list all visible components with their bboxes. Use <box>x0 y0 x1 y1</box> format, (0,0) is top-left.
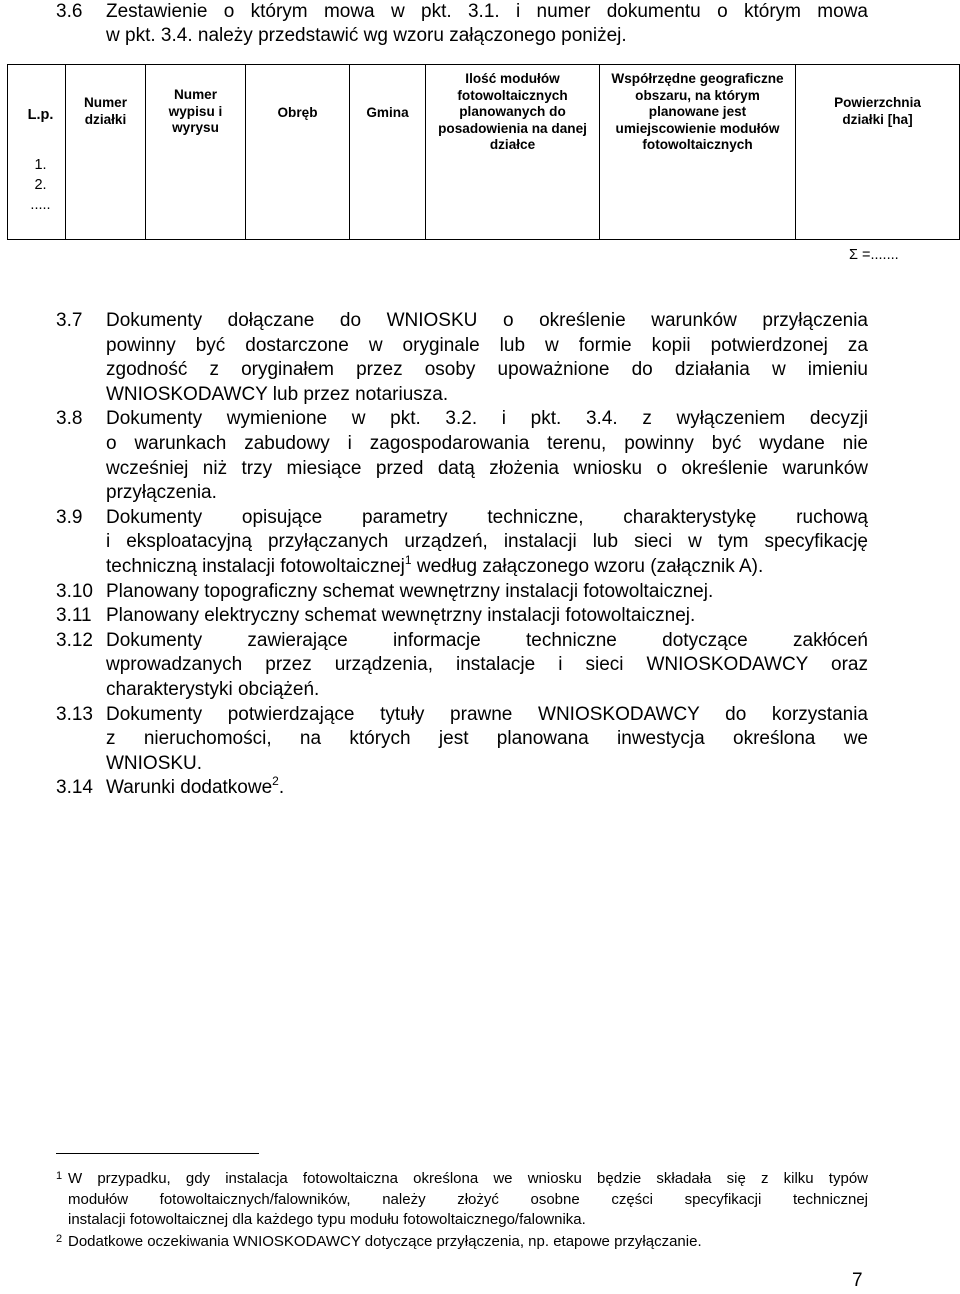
paragraph-line: Dokumenty dołączane do WNIOSKU o określenie warunków przyłączenia <box>106 310 868 331</box>
paragraph-line <box>106 776 868 801</box>
paragraph-number: 3.13 <box>56 703 93 725</box>
paragraph-line: przyłączenia. <box>106 482 217 504</box>
header-extract-number: Numer wypisu i wyrysu <box>146 65 246 240</box>
paragraph-number: 3.12 <box>56 629 93 651</box>
paragraph-suffix: . <box>278 777 285 799</box>
paragraph-line-part: techniczną instalacji fotowoltaicznej <box>106 555 405 577</box>
paragraph-number: 3.11 <box>56 605 92 627</box>
lp-column <box>8 65 66 240</box>
footnote-number: 1 <box>56 1170 63 1182</box>
paragraph-line: wprowadzanych przez urządzenia, instalacje i sieci WNIOSKODAWCY oraz <box>106 654 868 676</box>
paragraph-line: WNIOSKU. <box>106 752 203 774</box>
header-lp: L.p. <box>27 107 54 123</box>
footnote-line: Dodatkowe oczekiwania WNIOSKODAWCY dotyczące przyłączenia, np. etapowe przyłączanie. <box>68 1233 702 1250</box>
header-parcel-number: Numer działki <box>66 65 146 240</box>
header-module-count: Ilość modułów fotowoltaicznych planowanych do posadowienia na danej działce <box>426 65 600 240</box>
intro-paragraph <box>0 0 960 50</box>
paragraph-line: Planowany topograficzny schemat wewnętrzny instalacji fotowoltaicznej. <box>106 580 714 602</box>
paragraph-line <box>106 552 868 580</box>
paragraph-line: Planowany elektryczny schemat wewnętrzny instalacji fotowoltaicznej. <box>106 605 696 627</box>
paragraph-number: 3.8 <box>56 408 83 430</box>
paragraph-line: powinny być dostarczone w oryginale lub w formie kopii potwierdzonej za <box>106 334 868 356</box>
paragraph-number: 3.10 <box>56 580 93 602</box>
header-coordinates: Współrzędne geograficzne obszaru, na którym planowane jest umiejscowienie modułów fotowoltaicznych <box>600 65 796 240</box>
paragraph-line: Dokumenty wymienione w pkt. 3.2. i pkt. 3.4. z wyłączeniem decyzji <box>106 408 868 430</box>
paragraph-number: 3.14 <box>56 777 93 799</box>
footnote-separator <box>56 1153 259 1154</box>
paragraph-number: 3.7 <box>56 310 83 331</box>
paragraph-line-part: według załączonego wzoru (załącznik A). <box>416 555 764 577</box>
paragraph-line: charakterystyki obciążeń. <box>106 678 320 700</box>
footnote-line: instalacji fotowoltaicznej dla każdego typu modułu fotowoltaicznego/falownika. <box>68 1211 586 1229</box>
page-number: 7 <box>852 1270 863 1291</box>
row-number-2: 2. <box>34 177 47 193</box>
header-commune: Gmina <box>350 65 426 240</box>
parcel-table <box>7 64 960 240</box>
paragraph-line: z nieruchomości, na których jest planowana inwestycja określona we <box>106 728 868 750</box>
intro-line-1: Zestawienie o którym mowa w pkt. 3.1. i numer dokumentu o którym mowa <box>106 1 868 22</box>
footnote-ref-1: 1 <box>404 552 412 567</box>
footnote-line: W przypadku, gdy instalacja fotowoltaiczna określona we wniosku będzie składała się z kilku typów <box>68 1170 868 1187</box>
paragraph-line: Dokumenty opisujące parametry techniczne, charakterystykę ruchową <box>106 506 868 528</box>
row-number-more: ..... <box>30 197 51 213</box>
paragraph-number: 3.9 <box>56 506 83 528</box>
paragraph-line-part: Warunki dodatkowe <box>106 777 273 799</box>
paragraph-line: o warunkach zabudowy i zagospodarowania terenu, powinny być wydane nie <box>106 432 868 454</box>
header-precinct: Obręb <box>246 65 350 240</box>
paragraph-line: WNIOSKODAWCY lub przez notariusza. <box>106 383 449 405</box>
footnote-ref-2: 2 <box>272 774 279 789</box>
footnote-line: modułów fotowoltaicznych/falowników, należy złożyć osobne części specyfikacji technicznej <box>68 1190 868 1208</box>
paragraph-line: Dokumenty potwierdzające tytuły prawne WNIOSKODAWCY do korzystania <box>106 703 868 725</box>
paragraph-line: zgodność z oryginałem przez osoby upoważnione do działania w imieniu <box>106 359 868 381</box>
area-sum: Σ =....... <box>849 247 899 263</box>
header-area: Powierzchnia działki [ha] <box>796 65 960 240</box>
paragraph-line: Dokumenty zawierające informacje techniczne dotyczące zakłóceń <box>106 629 868 651</box>
row-number-1: 1. <box>34 157 47 173</box>
paragraph-line: wcześniej niż trzy miesiące przed datą złożenia wniosku o określenie warunków <box>106 457 868 479</box>
footnote-number: 2 <box>56 1233 63 1245</box>
intro-number: 3.6 <box>56 1 83 22</box>
intro-line-2: w pkt. 3.4. należy przedstawić wg wzoru załączonego poniżej. <box>106 25 627 46</box>
paragraph-line: i eksploatacyjną przyłączanych urządzeń, instalacji lub sieci w tym specyfikację <box>106 531 868 553</box>
